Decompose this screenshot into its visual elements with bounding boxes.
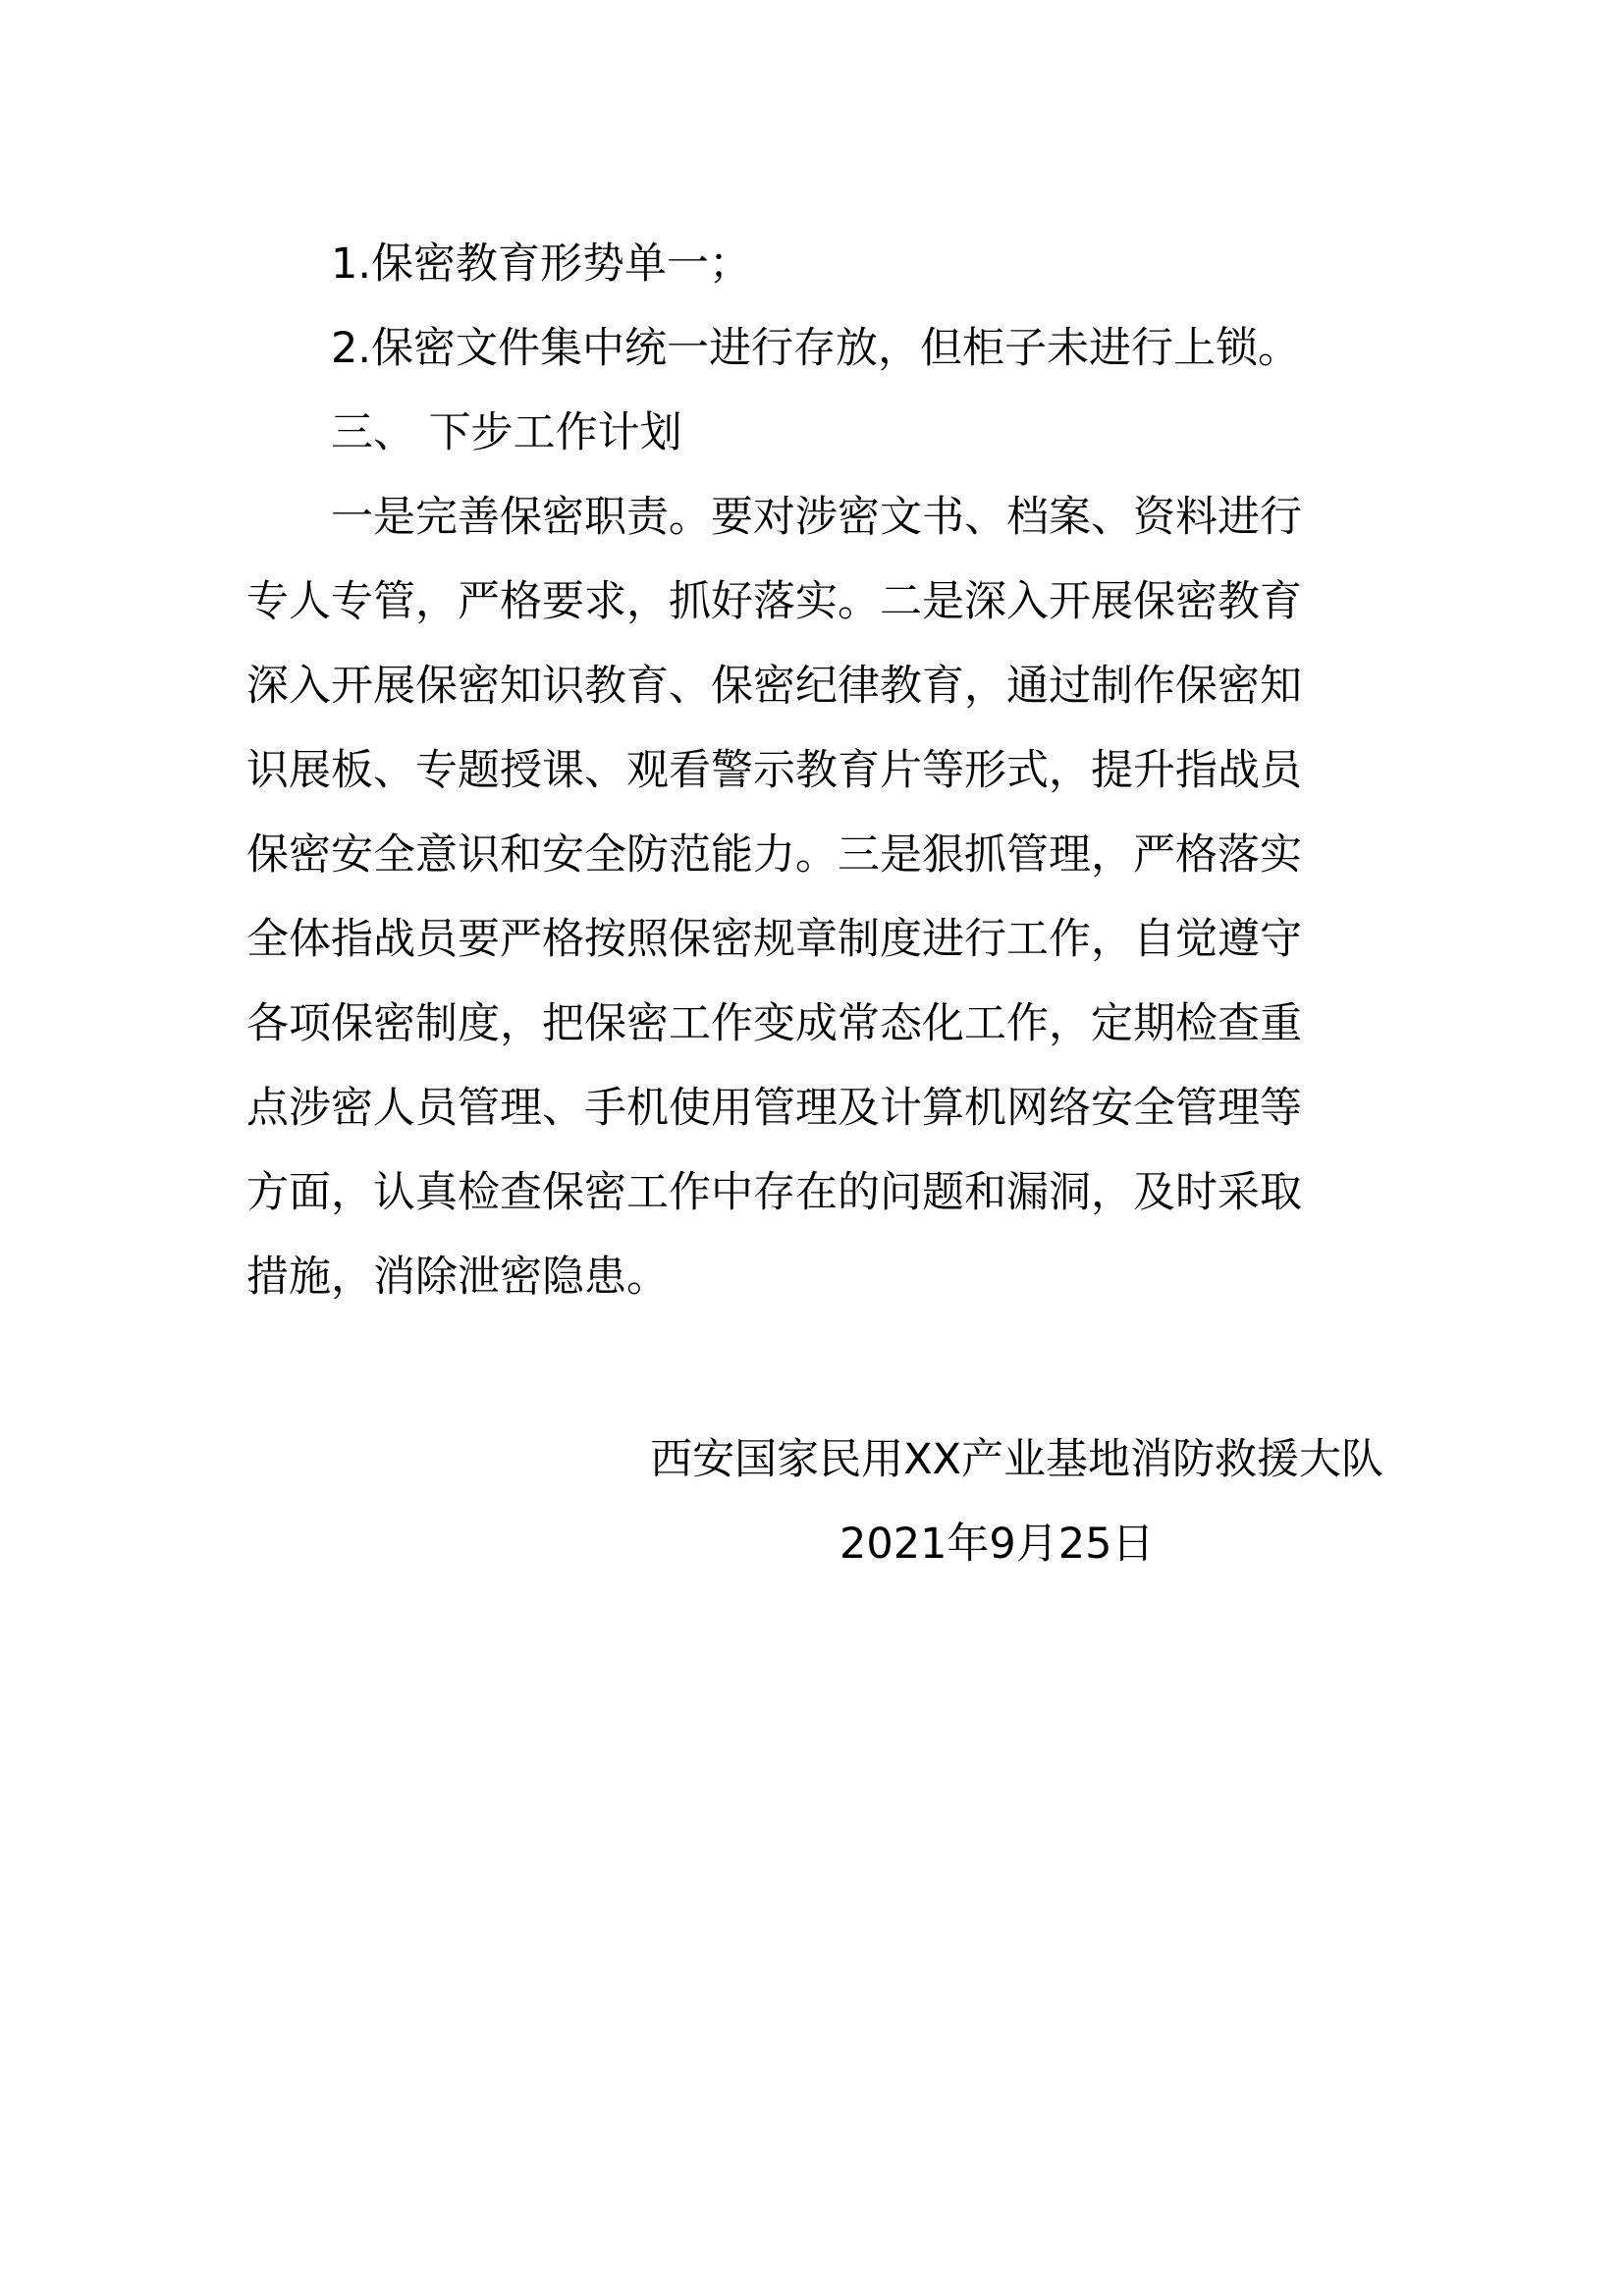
signature-organization: 西安国家民用XX产业基地消防救援大队 bbox=[650, 1435, 1383, 1484]
plan-paragraph-line: 专人专管，严格要求，抓好落实。二是深入开展保密教育 bbox=[246, 577, 1302, 626]
section-heading: 三、 下步工作计划 bbox=[331, 408, 682, 457]
document-body bbox=[246, 222, 1389, 1319]
plan-paragraph-line: 措施，消除泄密隐患。 bbox=[246, 1253, 669, 1302]
plan-paragraph-line: 一是完善保密职责。要对涉密文书、档案、资料进行 bbox=[331, 493, 1302, 542]
plan-paragraph-line: 各项保密制度，把保密工作变成常态化工作，定期检查重 bbox=[246, 999, 1302, 1048]
plan-paragraph-line: 全体指战员要严格按照保密规章制度进行工作，自觉遵守 bbox=[246, 915, 1302, 964]
plan-paragraph-line: 保密安全意识和安全防范能力。三是狠抓管理，严格落实 bbox=[246, 830, 1302, 880]
plan-paragraph-line: 识展板、专题授课、观看警示教育片等形式，提升指战员 bbox=[246, 746, 1302, 795]
plan-paragraph-line: 点涉密人员管理、手机使用管理及计算机网络安全管理等 bbox=[246, 1084, 1302, 1133]
issue-item-1: 1.保密教育形势单一； bbox=[331, 240, 752, 289]
plan-paragraph-line: 方面，认真检查保密工作中存在的问题和漏洞，及时采取 bbox=[246, 1168, 1302, 1217]
plan-paragraph-line: 深入开展保密知识教育、保密纪律教育，通过制作保密知 bbox=[246, 662, 1302, 711]
issue-item-2: 2.保密文件集中统一进行存放，但柜子未进行上锁。 bbox=[331, 324, 1301, 373]
signature-date: 2021年9月25日 bbox=[839, 1520, 1155, 1569]
